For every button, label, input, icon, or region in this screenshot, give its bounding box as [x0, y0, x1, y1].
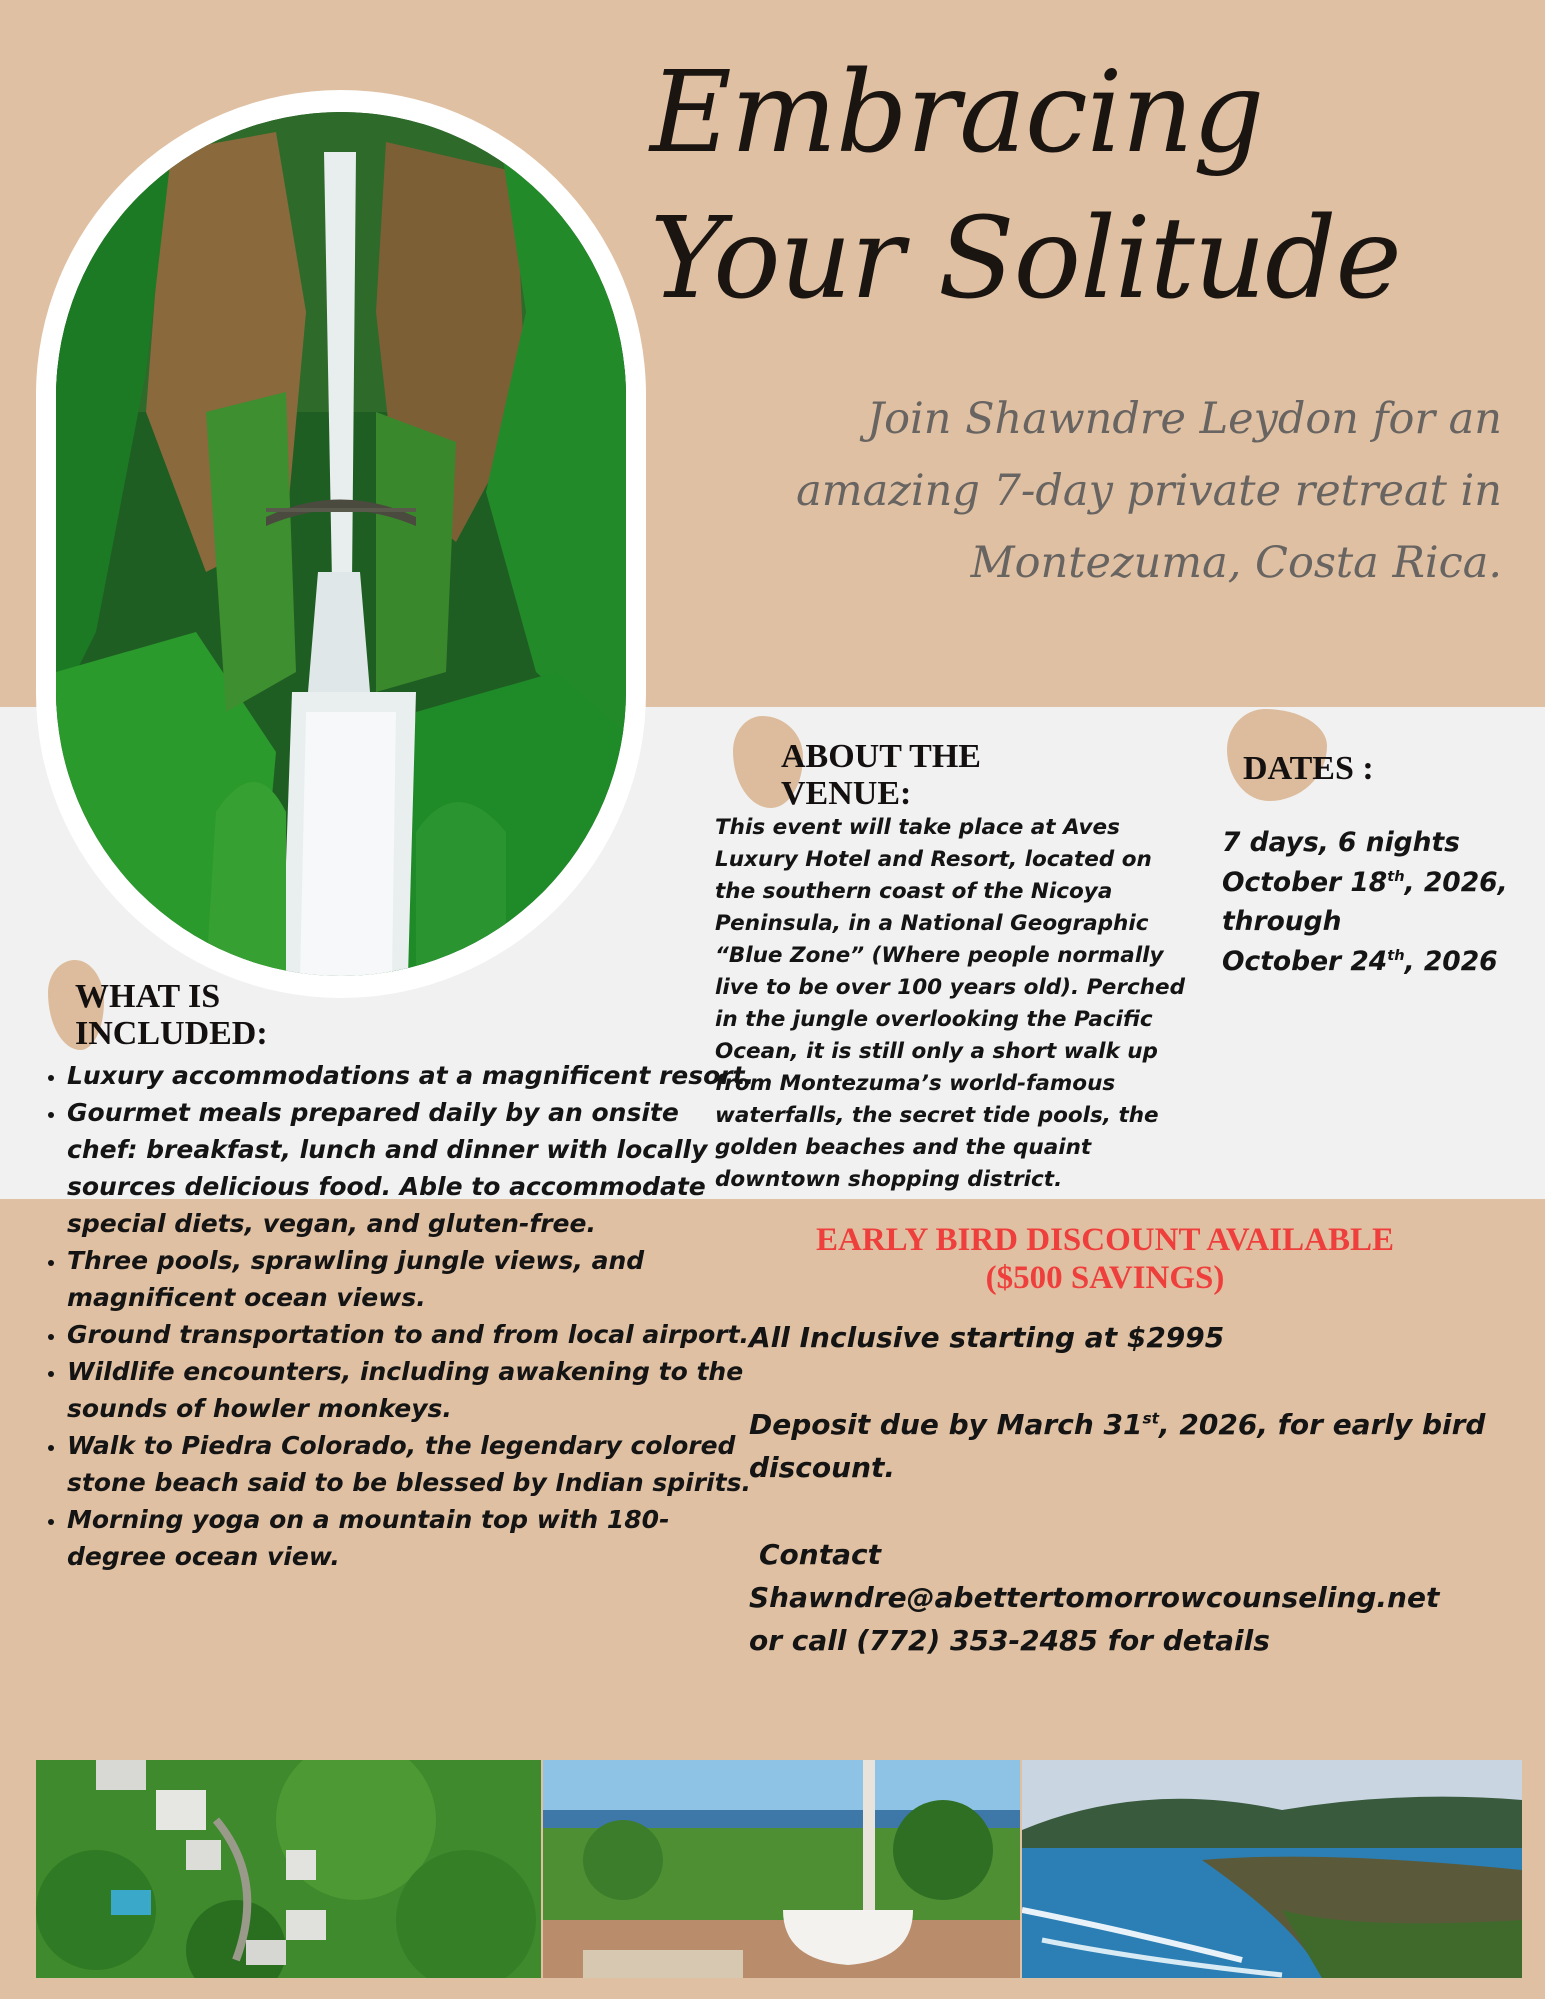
list-item: • Gourmet meals prepared daily by an onsite chef: breakfast, lunch and dinner with locally sources delicious food. Able to accommodate special diets, vegan, and gluten-free. — [67, 1094, 757, 1242]
dates-end-suffix: th — [1387, 946, 1405, 964]
dates-start-suffix: th — [1387, 867, 1405, 885]
list-item: • Wildlife encounters, including awakening to the sounds of howler monkeys. — [67, 1353, 757, 1427]
discount-line-1: EARLY BIRD DISCOUNT AVAILABLE — [815, 1222, 1394, 1258]
dates-list — [1222, 823, 1532, 981]
deposit-deadline — [749, 1403, 1539, 1489]
dates-start — [1222, 863, 1532, 903]
list-item: • Morning yoga on a mountain top with 180-degree ocean view. — [67, 1501, 757, 1575]
included-heading: WHAT IS INCLUDED: — [75, 978, 268, 1052]
discount-line-2: ($500 SAVINGS) — [985, 1260, 1225, 1296]
contact-label: Contact — [759, 1538, 881, 1571]
dates-through: through — [1222, 906, 1342, 937]
deposit-suffix: st — [1142, 1409, 1160, 1428]
venue-description: This event will take place at Aves Luxury Hotel and Resort, located on the southern coast of the Nicoya Peninsula, in a National Geographic “Blue Zone” (Where people normally live to be over 100 years old). Perched in the jungle overlooking the Pacific Ocean, it is still only a short walk up from Montezuma’s world-famous waterfalls, the secret tide pools, the golden beaches and the quaint downtown shopping district. — [715, 815, 1186, 1192]
included-list — [30, 1057, 757, 1575]
dates-start-year: , 2026, — [1404, 866, 1508, 898]
subtitle: Join Shawndre Leydon for an amazing 7-day private retreat in Montezuma, Costa Rica. — [796, 394, 1502, 588]
coastline-photo — [1022, 1760, 1522, 1978]
deposit-text: Deposit due by March 31 — [749, 1408, 1143, 1441]
venue-heading: ABOUT THE VENUE: — [781, 738, 981, 812]
all-inclusive-price: All Inclusive starting at $2995 — [749, 1321, 1225, 1354]
list-item: • Ground transportation to and from local airport. — [67, 1316, 757, 1353]
dates-end-year: , 2026 — [1404, 945, 1498, 977]
contact-block — [749, 1533, 1539, 1662]
contact-phone: or call (772) 353-2485 for details — [749, 1624, 1270, 1657]
deposit-rest: , 2026, for early bird discount. — [749, 1408, 1486, 1484]
dates-end-text: October 24 — [1222, 945, 1388, 977]
dates-end — [1222, 942, 1532, 982]
early-bird-discount — [770, 1221, 1440, 1297]
waterfall-photo — [56, 112, 626, 976]
contact-email-link[interactable]: Shawndre@abettertomorrowcounseling.net — [749, 1581, 1440, 1614]
aerial-resort-photo — [36, 1760, 541, 1978]
dates-duration: 7 days, 6 nights — [1222, 827, 1460, 858]
dates-start-text: October 18 — [1222, 866, 1388, 898]
list-item: • Walk to Piedra Colorado, the legendary colored stone beach said to be blessed by Indian spirits. — [67, 1427, 757, 1501]
ocean-view-bath-photo — [543, 1760, 1020, 1978]
dates-heading: DATES : — [1243, 750, 1374, 787]
page-title: Embracing Your Solitude — [650, 48, 1401, 324]
list-item: • Luxury accommodations at a magnificent resort. — [67, 1057, 757, 1094]
list-item: • Three pools, sprawling jungle views, and magnificent ocean views. — [67, 1242, 757, 1316]
